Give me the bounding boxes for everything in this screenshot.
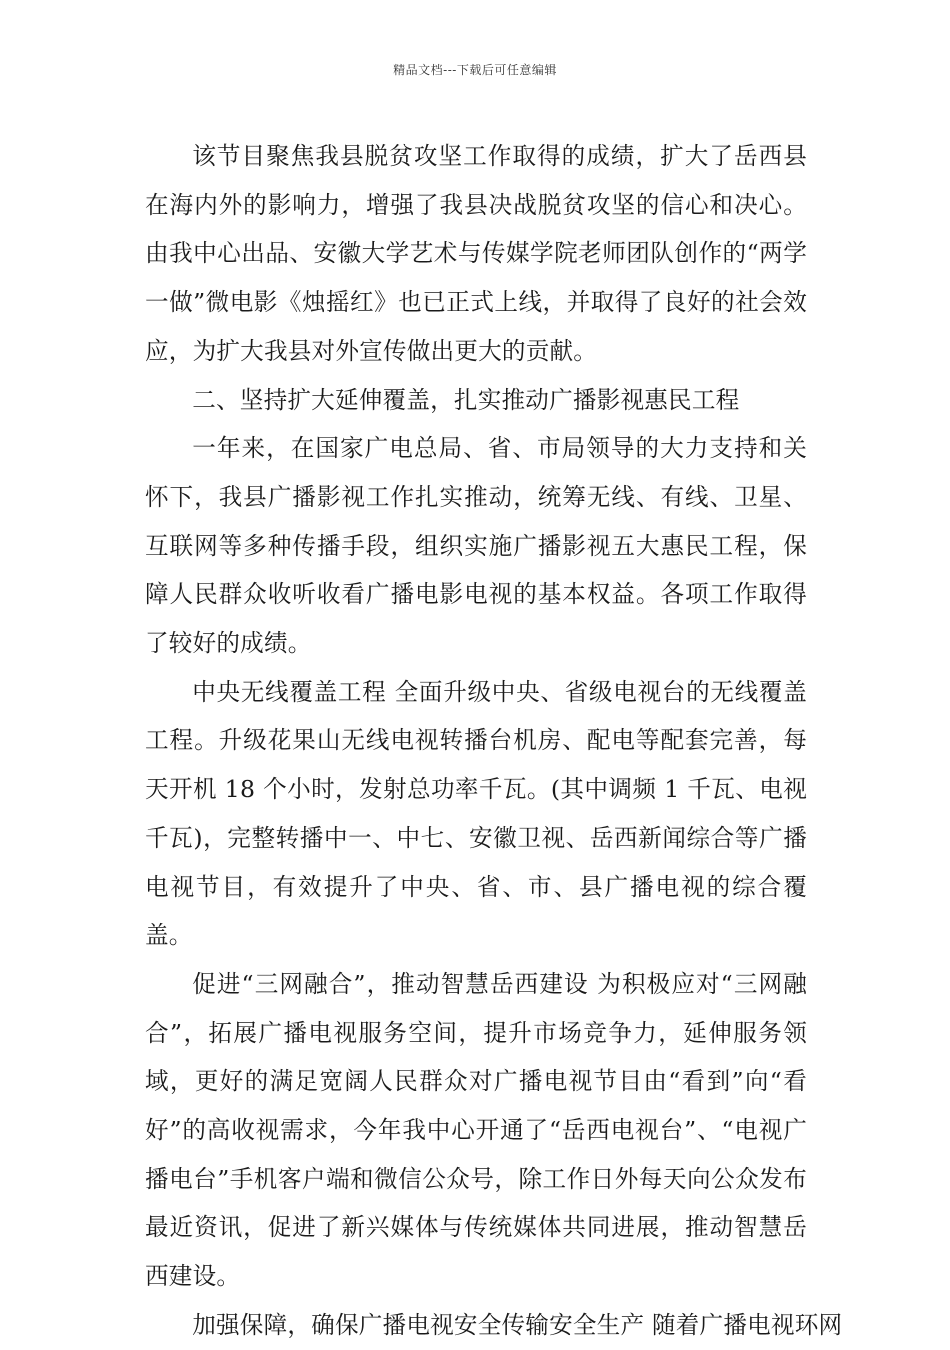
paragraph-year-overview: 一年来，在国家广电总局、省、市局领导的大力支持和关怀下，我县广播影视工作扎实推动，统筹无线、有线、卫星、互联网等多种传播手段，组织实施广播影视五大惠民工程，保障人民群众收听收看广播电影电视的基本权益。各项工作取得了较好的成绩。 [145, 434, 807, 658]
paragraph-safety-start: 加强保障，确保广播电视安全传输安全生产 随着广播电视环网 [192, 1310, 843, 1339]
paragraph-program-impact: 该节目聚焦我县脱贫攻坚工作取得的成绩，扩大了岳西县在海内外的影响力，增强了我县决战脱贫攻坚的信心和决心。由我中心出品、安徽大学艺术与传媒学院老师团队创作的“两学一做”微电影《烛摇红》也已正式上线，并取得了良好的社会效应，为扩大我县对外宣传做出更大的贡献。 [145, 142, 807, 365]
page-header: 精品文档---下载后可任意编辑 [393, 63, 557, 77]
paragraph-three-network: 促进“三网融合”，推动智慧岳西建设 为积极应对“三网融合”，拓展广播电视服务空间，提升市场竞争力，延伸服务领域，更好的满足宽阔人民群众对广播电视节目由“看到”向“看好”的高收视需求，今年我中心开通了“岳西电视台”、“电视广播电台”手机客户端和微信公众号，除工作日外每天向公众发布最近资讯，促进了新兴媒体与传统媒体共同进展，推动智慧岳西建设。 [145, 969, 807, 1291]
section-heading-coverage: 二、坚持扩大延伸覆盖，扎实推动广播影视惠民工程 [192, 385, 740, 414]
paragraph-central-wireless: 中央无线覆盖工程 全面升级中央、省级电视台的无线覆盖工程。升级花果山无线电视转播台机房、配电等配套完善，每天开机 18 个小时，发射总功率千瓦。(其中调频 1 千瓦、电视千瓦)，完整转播中一、中七、安徽卫视、岳西新闻综合等广播电视节目，有效提升了中央、省、市、县广播电视的综合覆盖。 [145, 677, 807, 950]
document-body [145, 132, 843, 1350]
